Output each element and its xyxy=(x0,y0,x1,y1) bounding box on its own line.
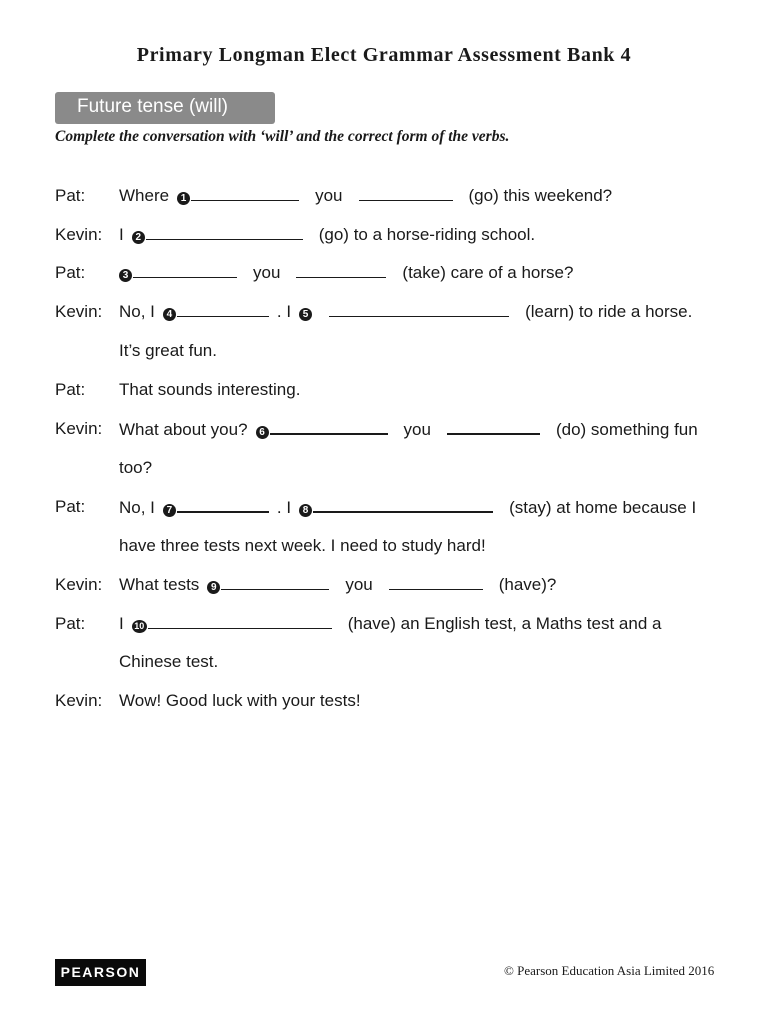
dialogue-text: you xyxy=(315,186,343,205)
dialogue-text: (learn) to ride a horse. xyxy=(525,302,693,321)
question-number-8: 8 xyxy=(299,504,312,517)
answer-blank-9b[interactable] xyxy=(389,573,483,590)
page-title: Primary Longman Elect Grammar Assessment Bank 4 xyxy=(136,44,632,66)
dialogue-text: What about you? xyxy=(119,420,248,439)
dialogue-text: (do) something fun xyxy=(555,420,698,439)
dialogue-text: No, I xyxy=(119,498,155,517)
answer-blank-3b[interactable] xyxy=(296,261,386,278)
question-number-3: 3 xyxy=(119,269,132,282)
dialogue-text: you xyxy=(253,263,281,282)
answer-blank-1b[interactable] xyxy=(359,184,453,201)
dialogue-text: Chinese test. xyxy=(119,652,219,671)
dialogue-text: No, I xyxy=(119,302,155,321)
publisher-logo: PEARSON xyxy=(55,959,146,986)
dialogue-text: What tests xyxy=(119,575,200,594)
dialogue-text: Wow! Good luck with your tests! xyxy=(119,691,361,710)
speaker-label: Pat: xyxy=(55,263,86,282)
speaker-label: Pat: xyxy=(55,380,86,399)
answer-blank-1a[interactable] xyxy=(191,184,299,201)
dialogue-text: (have) an English test, a Maths test and a xyxy=(347,614,662,633)
question-number-7: 7 xyxy=(163,504,176,517)
dialogue-text: too? xyxy=(119,458,153,477)
question-number-1: 1 xyxy=(177,192,190,205)
answer-blank-6b[interactable] xyxy=(447,417,540,435)
answer-blank-4[interactable] xyxy=(177,300,269,317)
answer-blank-3a[interactable] xyxy=(133,261,237,278)
dialogue-text: you xyxy=(345,575,373,594)
answer-blank-5[interactable] xyxy=(329,300,509,317)
dialogue-text: I xyxy=(119,614,124,633)
dialogue-text: (stay) at home because I xyxy=(509,498,697,517)
speaker-label: Kevin: xyxy=(55,575,103,594)
answer-blank-6a[interactable] xyxy=(270,417,388,435)
copyright-notice: © Pearson Education Asia Limited 2016 xyxy=(504,963,715,978)
dialogue-text: have three tests next week. I need to study hard! xyxy=(119,536,486,555)
dialogue-text: you xyxy=(403,420,431,439)
question-number-4: 4 xyxy=(163,308,176,321)
answer-blank-2[interactable] xyxy=(146,223,303,240)
dialogue-text: That sounds interesting. xyxy=(119,380,301,399)
speaker-label: Kevin: xyxy=(55,691,103,710)
dialogue-text: (take) care of a horse? xyxy=(402,263,574,282)
question-number-2: 2 xyxy=(132,231,145,244)
speaker-label: Kevin: xyxy=(55,302,103,321)
speaker-label: Pat: xyxy=(55,186,86,205)
dialogue-text: I xyxy=(119,225,124,244)
answer-blank-10[interactable] xyxy=(148,612,332,629)
answer-blank-8[interactable] xyxy=(313,495,493,513)
answer-blank-9a[interactable] xyxy=(221,573,329,590)
question-number-6: 6 xyxy=(256,426,269,439)
dialogue-text: (have)? xyxy=(498,575,557,594)
question-number-10: 10 xyxy=(132,620,147,633)
dialogue-text: . I xyxy=(276,498,292,517)
topic-label: Future tense (will) xyxy=(55,92,275,124)
dialogue-text: (go) this weekend? xyxy=(468,186,613,205)
dialogue-text: (go) to a horse-riding school. xyxy=(318,225,536,244)
dialogue-text: It’s great fun. xyxy=(119,341,217,360)
instruction-text: Complete the conversation with ‘will’ and the correct form of the verbs. xyxy=(55,128,510,145)
question-number-5: 5 xyxy=(299,308,312,321)
speaker-label: Kevin: xyxy=(55,419,103,438)
answer-blank-7[interactable] xyxy=(177,495,269,513)
dialogue-text: . I xyxy=(276,302,292,321)
speaker-label: Pat: xyxy=(55,614,86,633)
speaker-label: Kevin: xyxy=(55,225,103,244)
question-number-9: 9 xyxy=(207,581,220,594)
dialogue-text: Where xyxy=(119,186,170,205)
speaker-label: Pat: xyxy=(55,497,86,516)
